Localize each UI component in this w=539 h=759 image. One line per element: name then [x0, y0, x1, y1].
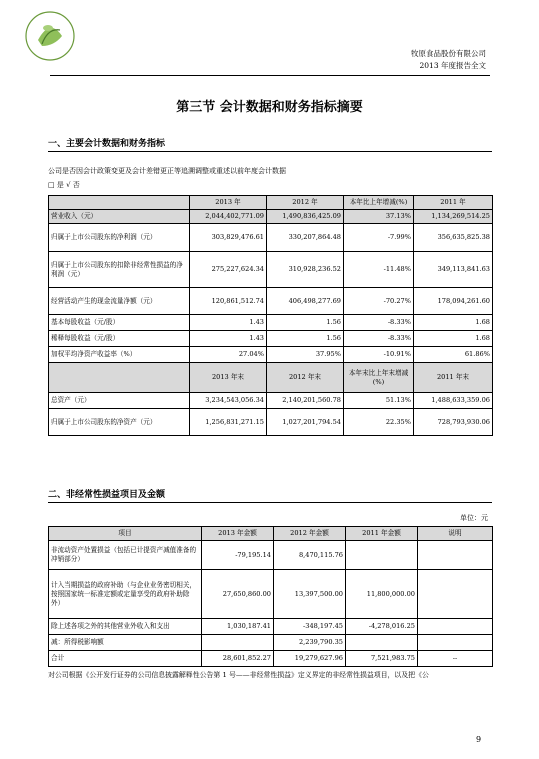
table-row: 营业收入（元） 2,044,402,771.09 1,490,836,425.09 37.13% 1,134,269,514.25: [49, 210, 493, 224]
section-rule-1: [48, 151, 492, 152]
table-row: 计入当期损益的政府补助（与企业业务密切相关，按照国家统一标准定额或定量享受的政府补助除外） 27,650,860.00 13,397,500.00 11,800,000.00: [49, 570, 493, 619]
restatement-answer: □ 是 √ 否: [48, 181, 80, 189]
table-header-row: 2013 年 2012 年 本年比上年增减(%) 2011 年: [49, 196, 493, 210]
table-row: 归属于上市公司股东的净资产（元） 1,256,831,271.15 1,027,201,794.54 22.35% 728,793,930.06: [49, 409, 493, 436]
table-row: 除上述各项之外的其他营业外收入和支出 1,030,187.41 -348,197.45 -4,278,016.25: [49, 619, 493, 635]
section-rule-2: [48, 502, 492, 503]
table-row: 非流动资产处置损益（包括已计提资产减值准备的冲销部分） -79,195.14 8,470,115.76: [49, 541, 493, 570]
non-recurring-items-table: [48, 526, 493, 667]
table-row: 归属于上市公司股东的净利润（元） 303,829,476.61 330,207,864.48 -7.99% 356,635,825.38: [49, 224, 493, 252]
header-rule: [50, 75, 490, 76]
table-row: 归属于上市公司股东的扣除非经常性损益的净利润（元） 275,227,624.34 310,928,236.52 -11.48% 349,113,841.63: [49, 252, 493, 288]
table-row: 加权平均净资产收益率（%） 27.04% 37.95% -10.91% 61.86%: [49, 347, 493, 363]
table-total-row: 合计 28,601,852.27 19,279,627.96 7,521,983.75 --: [49, 651, 493, 667]
table-row: 减：所得税影响额 2,239,790.35: [49, 635, 493, 651]
page-number: 9: [476, 735, 482, 744]
section-heading-2: 二、非经常性损益项目及金额: [48, 490, 166, 500]
table-row: 基本每股收益（元/股） 1.43 1.56 -8.33% 1.68: [49, 315, 493, 331]
key-financials-table: [48, 195, 493, 436]
table-row: 稀释每股收益（元/股） 1.43 1.56 -8.33% 1.68: [49, 331, 493, 347]
table-row: 总资产（元） 3,234,543,056.34 2,140,201,560.78 51.13% 1,488,633,359.06: [49, 393, 493, 409]
header-report: 2013 年度报告全文: [419, 61, 486, 70]
unit-label: 单位：元: [460, 514, 488, 522]
page-title: 第三节 会计数据和财务指标摘要: [176, 100, 363, 115]
company-logo: [18, 6, 82, 70]
table-header-row: 2013 年末 2012 年末 本年末比上年末增减(%) 2011 年末: [49, 363, 493, 393]
table-header-row: 项目 2013 年金额 2012 年金额 2011 年金额 说明: [49, 527, 493, 541]
section-heading-1: 一、主要会计数据和财务指标: [48, 139, 166, 149]
header-company: 牧原食品股份有限公司: [411, 49, 486, 58]
restatement-question: 公司是否因会计政策变更及会计差错更正等追溯调整或重述以前年度会计数据: [48, 167, 286, 175]
footnote-text: 对公司根据《公开发行证券的公司信息披露解释性公告第 1 号——非经常性损益》定义界定的非经常性损益项目，以及把《公: [48, 671, 429, 679]
table-row: 经营活动产生的现金流量净额（元） 120,861,512.74 406,498,277.69 -70.27% 178,094,261.60: [49, 288, 493, 315]
